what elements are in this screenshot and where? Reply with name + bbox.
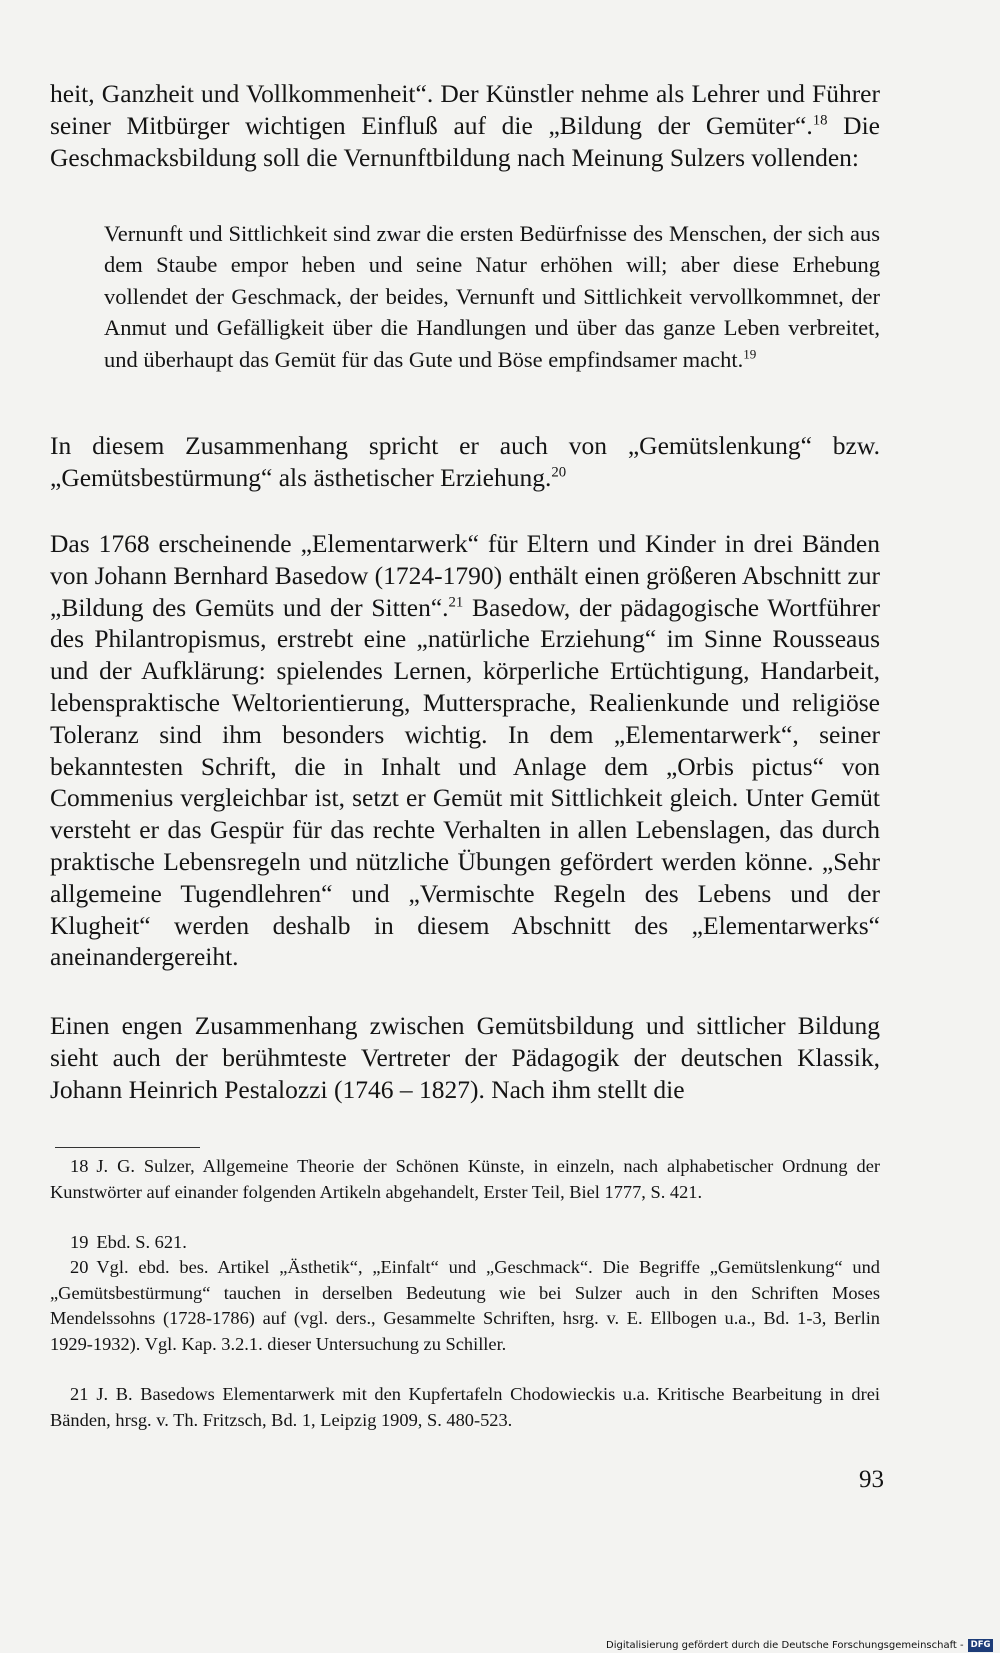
paragraph-text: Das 1768 erscheinende „Elementarwerk“ für Eltern und Kinder in drei Bänden von Johann Bernhard Basedow (1724-1790) enthält einen größeren Abschnitt zur „Bildung des Gemüts und der Sitten“. [50,529,880,622]
footnote-number: 19 [70,1232,89,1252]
footnote-20 [50,1255,880,1357]
paragraph-text: In diesem Zusammenhang spricht er auch von „Gemütslenkung“ bzw. „Gemütsbestürmung“ als ästhetischer Erziehung. [50,431,880,492]
footnote-number: 20 [70,1257,89,1277]
footnote-number: 18 [70,1156,89,1176]
footnote-text: Ebd. S. 621. [96,1232,187,1252]
paragraph-text: heit, Ganzheit und Vollkommenheit“. Der Künstler nehme als Lehrer und Führer seiner Mitbürger wichtigen Einfluß auf die „Bildung der Gemüter“. [50,79,880,140]
footnote-ref-19: 19 [743,346,757,362]
footnote-ref-20: 20 [551,464,567,481]
paragraph-gemuetslenkung [50,430,880,494]
paragraph-text: Einen engen Zusammenhang zwischen Gemütsbildung und sittlicher Bildung sieht auch der berühmteste Vertreter der Pädagogik der deutschen Klassik, Johann Heinrich Pestalozzi (1746 – 1827). Nach ihm stellt die [50,1011,880,1104]
footnote-separator [55,1147,200,1148]
credit-text: Digitalisierung gefördert durch die Deutsche Forschungsgemeinschaft - [606,1639,964,1651]
block-quote-sulzer [104,218,880,375]
footnote-19 [50,1230,880,1256]
quote-text: Vernunft und Sittlichkeit sind zwar die ersten Bedürfnisse des Menschen, der sich aus dem Staube empor heben und seine Natur erhöhen will; aber diese Erhebung vollendet der Geschmack, der beides, Vernunft und Sittlichkeit vervollkommnet, der Anmut und Gefälligkeit über die Handlungen und über das ganze Leben verbreitet, und überhaupt das Gemüt für das Gute und Böse empfindsamer macht. [104,221,880,372]
dfg-logo: DFG [968,1639,994,1652]
footnote-number: 21 [70,1384,89,1404]
paragraph-text: Die Geschmacksbildung soll die Vernunftbildung nach Meinung Sulzers vollenden: [50,110,880,172]
footnote-text: J. B. Basedows Elementarwerk mit den Kupfertafeln Chodowieckis u.a. Kritische Bearbeitung in drei Bänden, hrsg. v. Th. Fritzsch, Bd. 1, Leipzig 1909, S. 480-523. [50,1384,880,1430]
footnote-text: Vgl. ebd. bes. Artikel „Ästhetik“, „Einfalt“ und „Geschmack“. Die Begriffe „Gemütslenkung“ und „Gemütsbestürmung“ tauchen in derselben Bedeutung wie bei Sulzer auch in den Schriften Moses Mendelssohns (1728-1786) auf (vgl. ders., Gesammelte Schriften, hsrg. v. E. Ellbogen u.a., Bd. 1-3, Berlin 1929-1932). Vgl. Kap. 3.2.1. dieser Untersuchung zu Schiller. [50,1257,880,1354]
footnote-ref-21: 21 [448,594,464,611]
digitization-credit [606,1638,993,1652]
footnote-text: J. G. Sulzer, Allgemeine Theorie der Schönen Künste, in einzeln, nach alphabetischer Ordnung der Kunstwörter auf einander folgenden Artikeln abgehandelt, Erster Teil, Biel 1777, S. 421. [50,1156,880,1202]
footnote-18 [50,1154,880,1205]
footnote-ref-18: 18 [812,112,828,129]
paragraph-text: Basedow, der pädagogische Wortführer des Philantropismus, erstrebt eine „natürliche Erziehung“ im Sinne Rousseaus und der Aufklärung: spielendes Lernen, körperliche Ertüchtigung, Handarbeit, lebenspraktische Weltorientierung, Muttersprache, Realienkunde und religiöse Toleranz sind ihm besonders wichtig. In dem „Elementarwerk“, seiner bekanntesten Schrift, die in Inhalt und Anlage dem „Orbis pictus“ von Commenius vergleichbar ist, setzt er Gemüt mit Sittlichkeit gleich. Unter Gemüt versteht er das Gespür für das rechte Verhalten in allen Lebenslagen, das durch praktische Lebensregeln und nützliche Übungen gefördert werden könne. „Sehr allgemeine Tugendlehren“ und „Vermischte Regeln des Lebens und der Klugheit“ werden deshalb in diesem Abschnitt des „Elementarwerks“ aneinandergereiht. [50,592,880,972]
paragraph-sulzer-intro [50,78,880,173]
footnote-21 [50,1382,880,1433]
paragraph-pestalozzi [50,1010,880,1105]
page-number: 93 [859,1466,884,1493]
paragraph-basedow [50,528,880,973]
